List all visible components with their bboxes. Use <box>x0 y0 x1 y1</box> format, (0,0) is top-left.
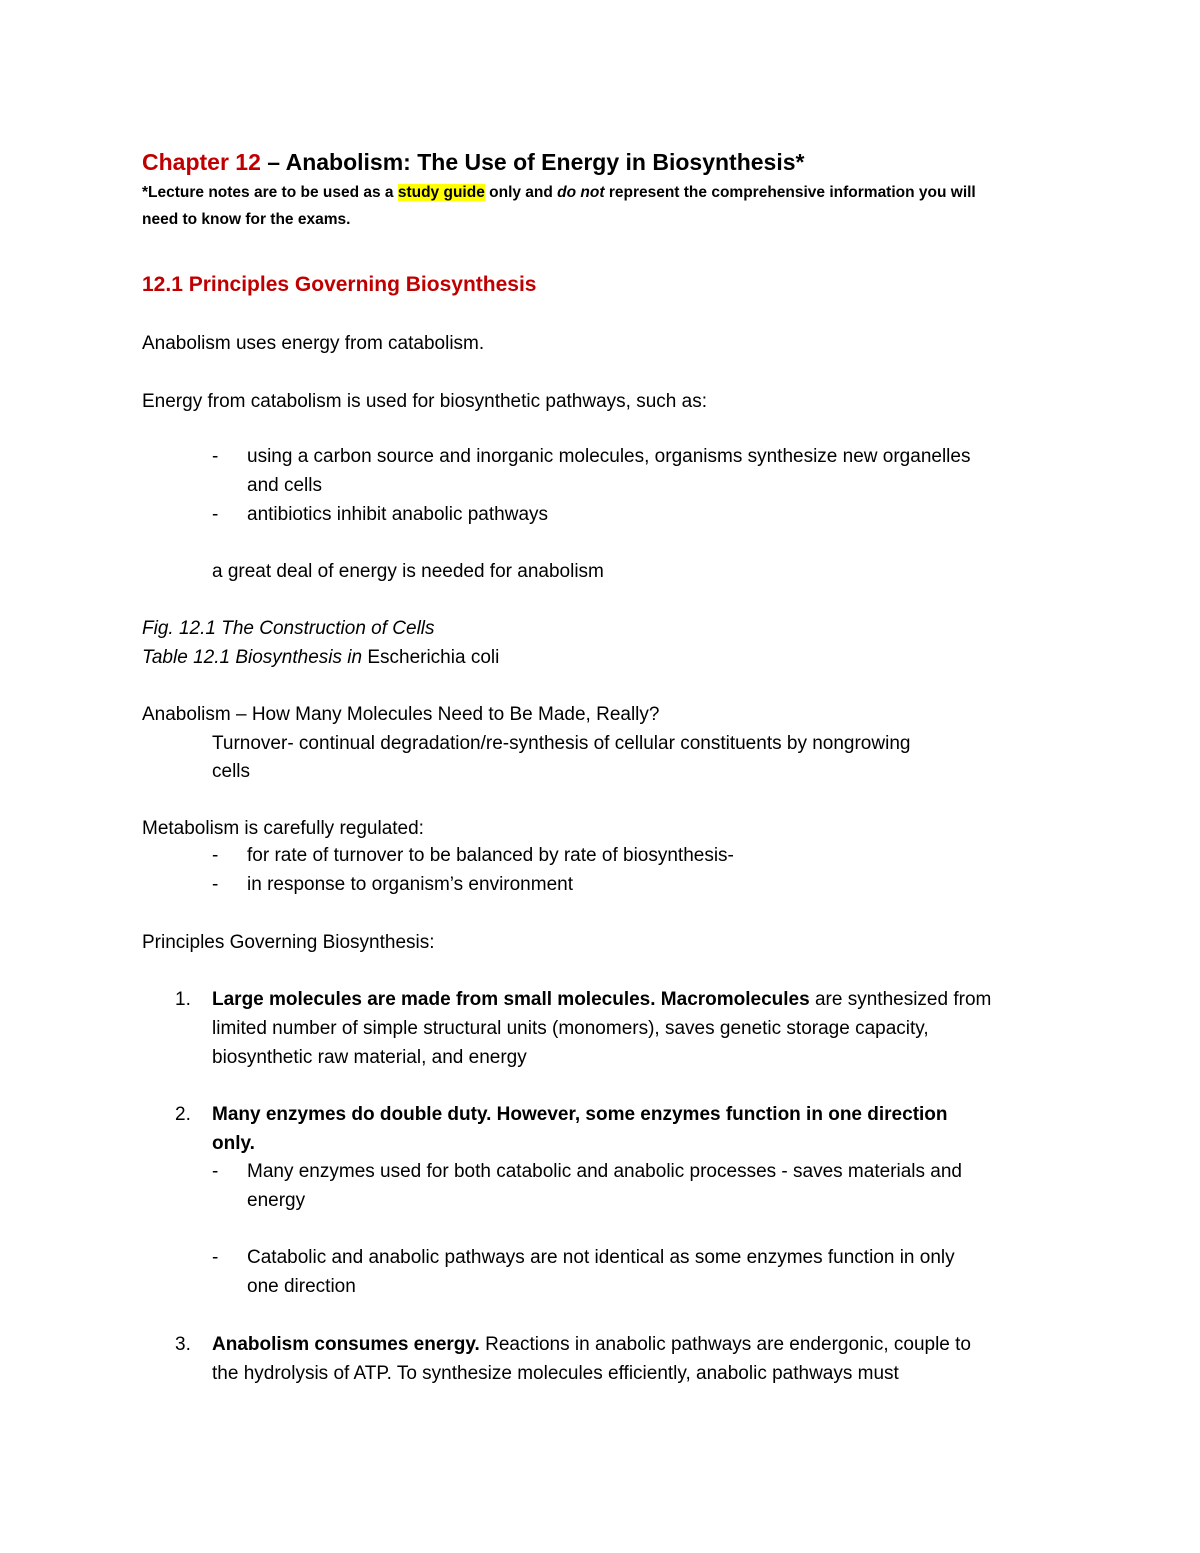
bullet-item: using a carbon source and inorganic molecules, organisms synthesize new organelles <box>247 446 971 467</box>
paragraph: Anabolism – How Many Molecules Need to Be Made, Really? <box>142 704 660 725</box>
page-title <box>142 146 804 178</box>
list-number: 3. <box>175 1334 191 1355</box>
bullet-item-cont: energy <box>247 1190 306 1211</box>
bullet-item-cont: and cells <box>247 475 322 496</box>
section-heading: 12.1 Principles Governing Biosynthesis <box>142 273 537 296</box>
note-text: *Lecture notes are to be used as a <box>142 184 398 201</box>
list-item-text: are synthesized from <box>809 989 992 1010</box>
bullet-dash: - <box>212 845 219 866</box>
list-item-cont: only. <box>212 1133 255 1154</box>
bullet-item-cont: one direction <box>247 1276 356 1297</box>
list-item-cont: biosynthetic raw material, and energy <box>212 1047 527 1068</box>
paragraph: Principles Governing Biosynthesis: <box>142 932 435 953</box>
paragraph-indent: Turnover- continual degradation/re-synthesis of cellular constituents by nongrowing <box>212 733 911 754</box>
lecture-note-line2: need to know for the exams. <box>142 211 351 228</box>
note-text-post: represent the comprehensive information you will <box>604 184 976 201</box>
bullet-dash: - <box>212 874 219 895</box>
bullet-dash: - <box>212 446 219 467</box>
paragraph: Anabolism uses energy from catabolism. <box>142 333 485 354</box>
lecture-note <box>142 181 976 204</box>
paragraph: Metabolism is carefully regulated: <box>142 818 424 839</box>
title-dash: – <box>260 149 286 175</box>
bullet-item: in response to organism’s environment <box>247 874 573 895</box>
note-text-mid: only and <box>484 184 558 201</box>
figure-reference: Fig. 12.1 The Construction of Cells <box>142 618 435 639</box>
bullet-item: Catabolic and anabolic pathways are not identical as some enzymes function in only <box>247 1247 955 1268</box>
list-number: 1. <box>175 989 191 1010</box>
table-reference <box>142 644 499 672</box>
bullet-dash: - <box>212 1247 219 1268</box>
note-do-not: do not <box>557 184 605 201</box>
list-item-2: Many enzymes do double duty. However, some enzymes function in one direction <box>212 1104 948 1125</box>
list-item-3 <box>212 1331 971 1359</box>
paragraph-indent: cells <box>212 761 251 782</box>
bullet-dash: - <box>212 504 219 525</box>
paragraph: Energy from catabolism is used for biosynthetic pathways, such as: <box>142 391 707 412</box>
paragraph: a great deal of energy is needed for anabolism <box>212 561 604 582</box>
list-item-1 <box>212 986 991 1014</box>
list-item-cont: limited number of simple structural units (monomers), saves genetic storage capacity, <box>212 1018 929 1039</box>
study-guide-highlight: study guide <box>397 184 485 201</box>
bullet-item: for rate of turnover to be balanced by rate of biosynthesis- <box>247 845 734 866</box>
bullet-item: Many enzymes used for both catabolic and anabolic processes - saves materials and <box>247 1161 962 1182</box>
table-ref-organism: Escherichia coli <box>367 647 500 668</box>
table-ref-italic: Table 12.1 Biosynthesis in <box>142 647 368 668</box>
bullet-dash: - <box>212 1161 219 1182</box>
chapter-number: Chapter 12 <box>142 149 261 175</box>
list-number: 2. <box>175 1104 191 1125</box>
chapter-title: Anabolism: The Use of Energy in Biosynthesis* <box>285 149 805 175</box>
list-item-cont: the hydrolysis of ATP. To synthesize molecules efficiently, anabolic pathways must <box>212 1363 899 1384</box>
list-item-text: Reactions in anabolic pathways are endergonic, couple to <box>479 1334 971 1355</box>
list-item-bold: Anabolism consumes energy. <box>212 1334 480 1355</box>
list-item-bold: Large molecules are made from small molecules. Macromolecules <box>212 989 810 1010</box>
bullet-item: antibiotics inhibit anabolic pathways <box>247 504 549 525</box>
